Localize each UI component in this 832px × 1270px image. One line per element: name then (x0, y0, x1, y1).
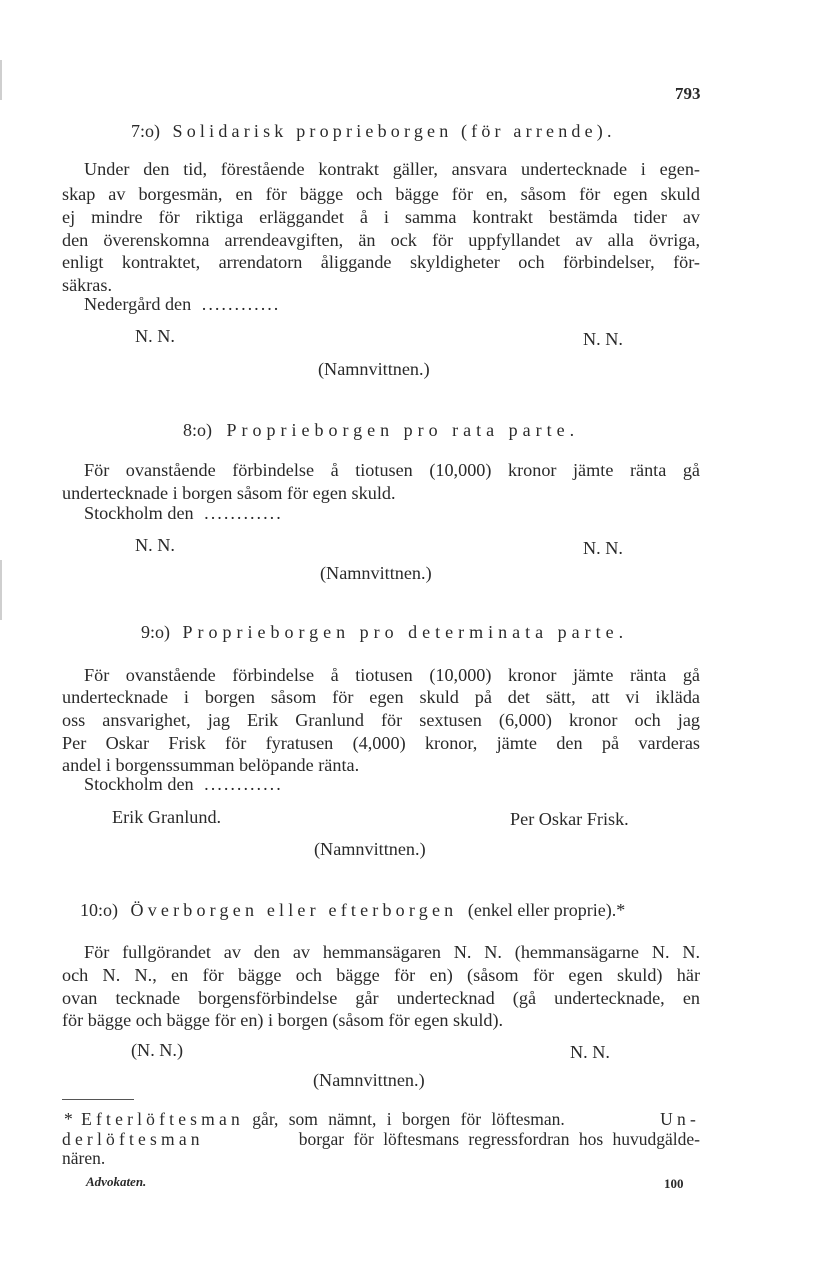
paragraph-line: säkras. (62, 275, 112, 295)
section-subtitle: (för arrende). (460, 121, 616, 141)
footnote-term: Efterlöftesman (81, 1109, 244, 1129)
footnote-text: går, som nämnt, i borgen för löftesman. (252, 1109, 565, 1129)
witnesses-label: (Namnvittnen.) (313, 1070, 425, 1090)
signature-right: Per Oskar Frisk. (510, 809, 629, 829)
paragraph-line: Per Oskar Frisk för fyratusen (4,000) kronor, jämte den på varderas (62, 733, 700, 753)
section-subtitle: (enkel eller proprie).* (467, 900, 626, 920)
signature-right: N. N. (583, 538, 623, 558)
footnote-line (64, 1109, 700, 1130)
section-title: Proprieborgen pro rata parte. (226, 420, 580, 440)
section-title: Överborgen eller efterborgen (130, 900, 458, 920)
paragraph-line: undertecknade i borgen såsom för egen skuld på det sätt, att vi ikläda (62, 687, 700, 707)
witnesses-label: (Namnvittnen.) (320, 563, 432, 583)
place-label: Stockholm den (84, 774, 194, 794)
signature-left: (N. N.) (131, 1040, 184, 1060)
signature-right: N. N. (570, 1042, 610, 1062)
footnote-marker: * (64, 1109, 73, 1129)
footnote-term: derlöftesman (62, 1129, 204, 1149)
footnote-first (64, 1109, 565, 1130)
paragraph-line: andel i borgenssumman belöpande ränta. (62, 755, 360, 775)
section-heading (131, 121, 616, 142)
footer-signature-mark: Advokaten. (86, 1174, 147, 1189)
paragraph-line: den överenskomna arrendeavgiften, än ock för uppfyllandet av alla övriga, (62, 230, 700, 250)
witnesses-label: (Namnvittnen.) (318, 359, 430, 379)
place-date-line (84, 774, 283, 795)
footnote-line (62, 1129, 700, 1150)
section-heading (141, 622, 628, 643)
place-label: Nedergård den (84, 294, 192, 314)
paragraph-line: För ovanstående förbindelse å tiotusen (10,000) kronor jämte ränta gå (84, 665, 700, 685)
place-date-line (84, 294, 280, 315)
section-heading (80, 900, 625, 921)
signature-left: Erik Granlund. (112, 807, 222, 827)
scan-edge-mark (0, 60, 2, 100)
witnesses-label: (Namnvittnen.) (314, 839, 426, 859)
footnote-term-start: Un- (660, 1109, 700, 1129)
signature-left: N. N. (135, 535, 175, 555)
footnote-rule (62, 1099, 134, 1100)
section-title: Solidarisk proprieborgen (172, 121, 453, 141)
section-number: 10:o) (80, 900, 118, 920)
date-placeholder: ............ (204, 503, 283, 523)
page-number: 793 (675, 84, 701, 103)
scan-edge-mark (0, 560, 2, 620)
date-placeholder: ............ (201, 294, 281, 314)
date-placeholder: ............ (204, 774, 283, 794)
signature-left: N. N. (135, 326, 175, 346)
footnote-text: borgar för löftesmans regressfordran hos huvudgälde- (298, 1129, 700, 1149)
section-title: Proprieborgen pro determinata parte. (182, 622, 629, 642)
sheet-number: 100 (664, 1176, 684, 1191)
section-number: 9:o) (141, 622, 170, 642)
paragraph-line: undertecknade i borgen såsom för egen skuld. (62, 483, 396, 503)
place-date-line (84, 503, 283, 524)
section-number: 7:o) (131, 121, 160, 141)
section-heading (183, 420, 579, 441)
signature-right: N. N. (583, 329, 623, 349)
footnote-text: nären. (62, 1148, 106, 1168)
paragraph-line: ej mindre för riktiga erläggandet å i samma kontrakt bestämda tider av (62, 207, 700, 227)
paragraph-line: för bägge och bägge för en) i borgen (såsom för egen skuld). (62, 1010, 504, 1030)
section-number: 8:o) (183, 420, 212, 440)
paragraph-line: För ovanstående förbindelse å tiotusen (10,000) kronor jämte ränta gå (84, 460, 700, 480)
paragraph-line: Under den tid, förestående kontrakt gäller, ansvara undertecknade i egen- (84, 159, 700, 179)
place-label: Stockholm den (84, 503, 194, 523)
paragraph-line: oss ansvarighet, jag Erik Granlund för sextusen (6,000) kronor och jag (62, 710, 700, 730)
paragraph-line: skap av borgesmän, en för bägge och bägge för en, såsom för egen skuld (62, 184, 700, 204)
paragraph-line: och N. N., en för bägge och bägge för en) (såsom för egen skuld) här (62, 965, 700, 985)
paragraph-line: enligt kontraktet, arrendatorn åliggande skyldigheter och förbindelser, för- (62, 252, 700, 272)
paragraph-line: För fullgörandet av den av hemmansägaren N. N. (hemmansägarne N. N. (84, 942, 700, 962)
paragraph-line: ovan tecknade borgensförbindelse går undertecknad (gå undertecknade, en (62, 988, 700, 1008)
